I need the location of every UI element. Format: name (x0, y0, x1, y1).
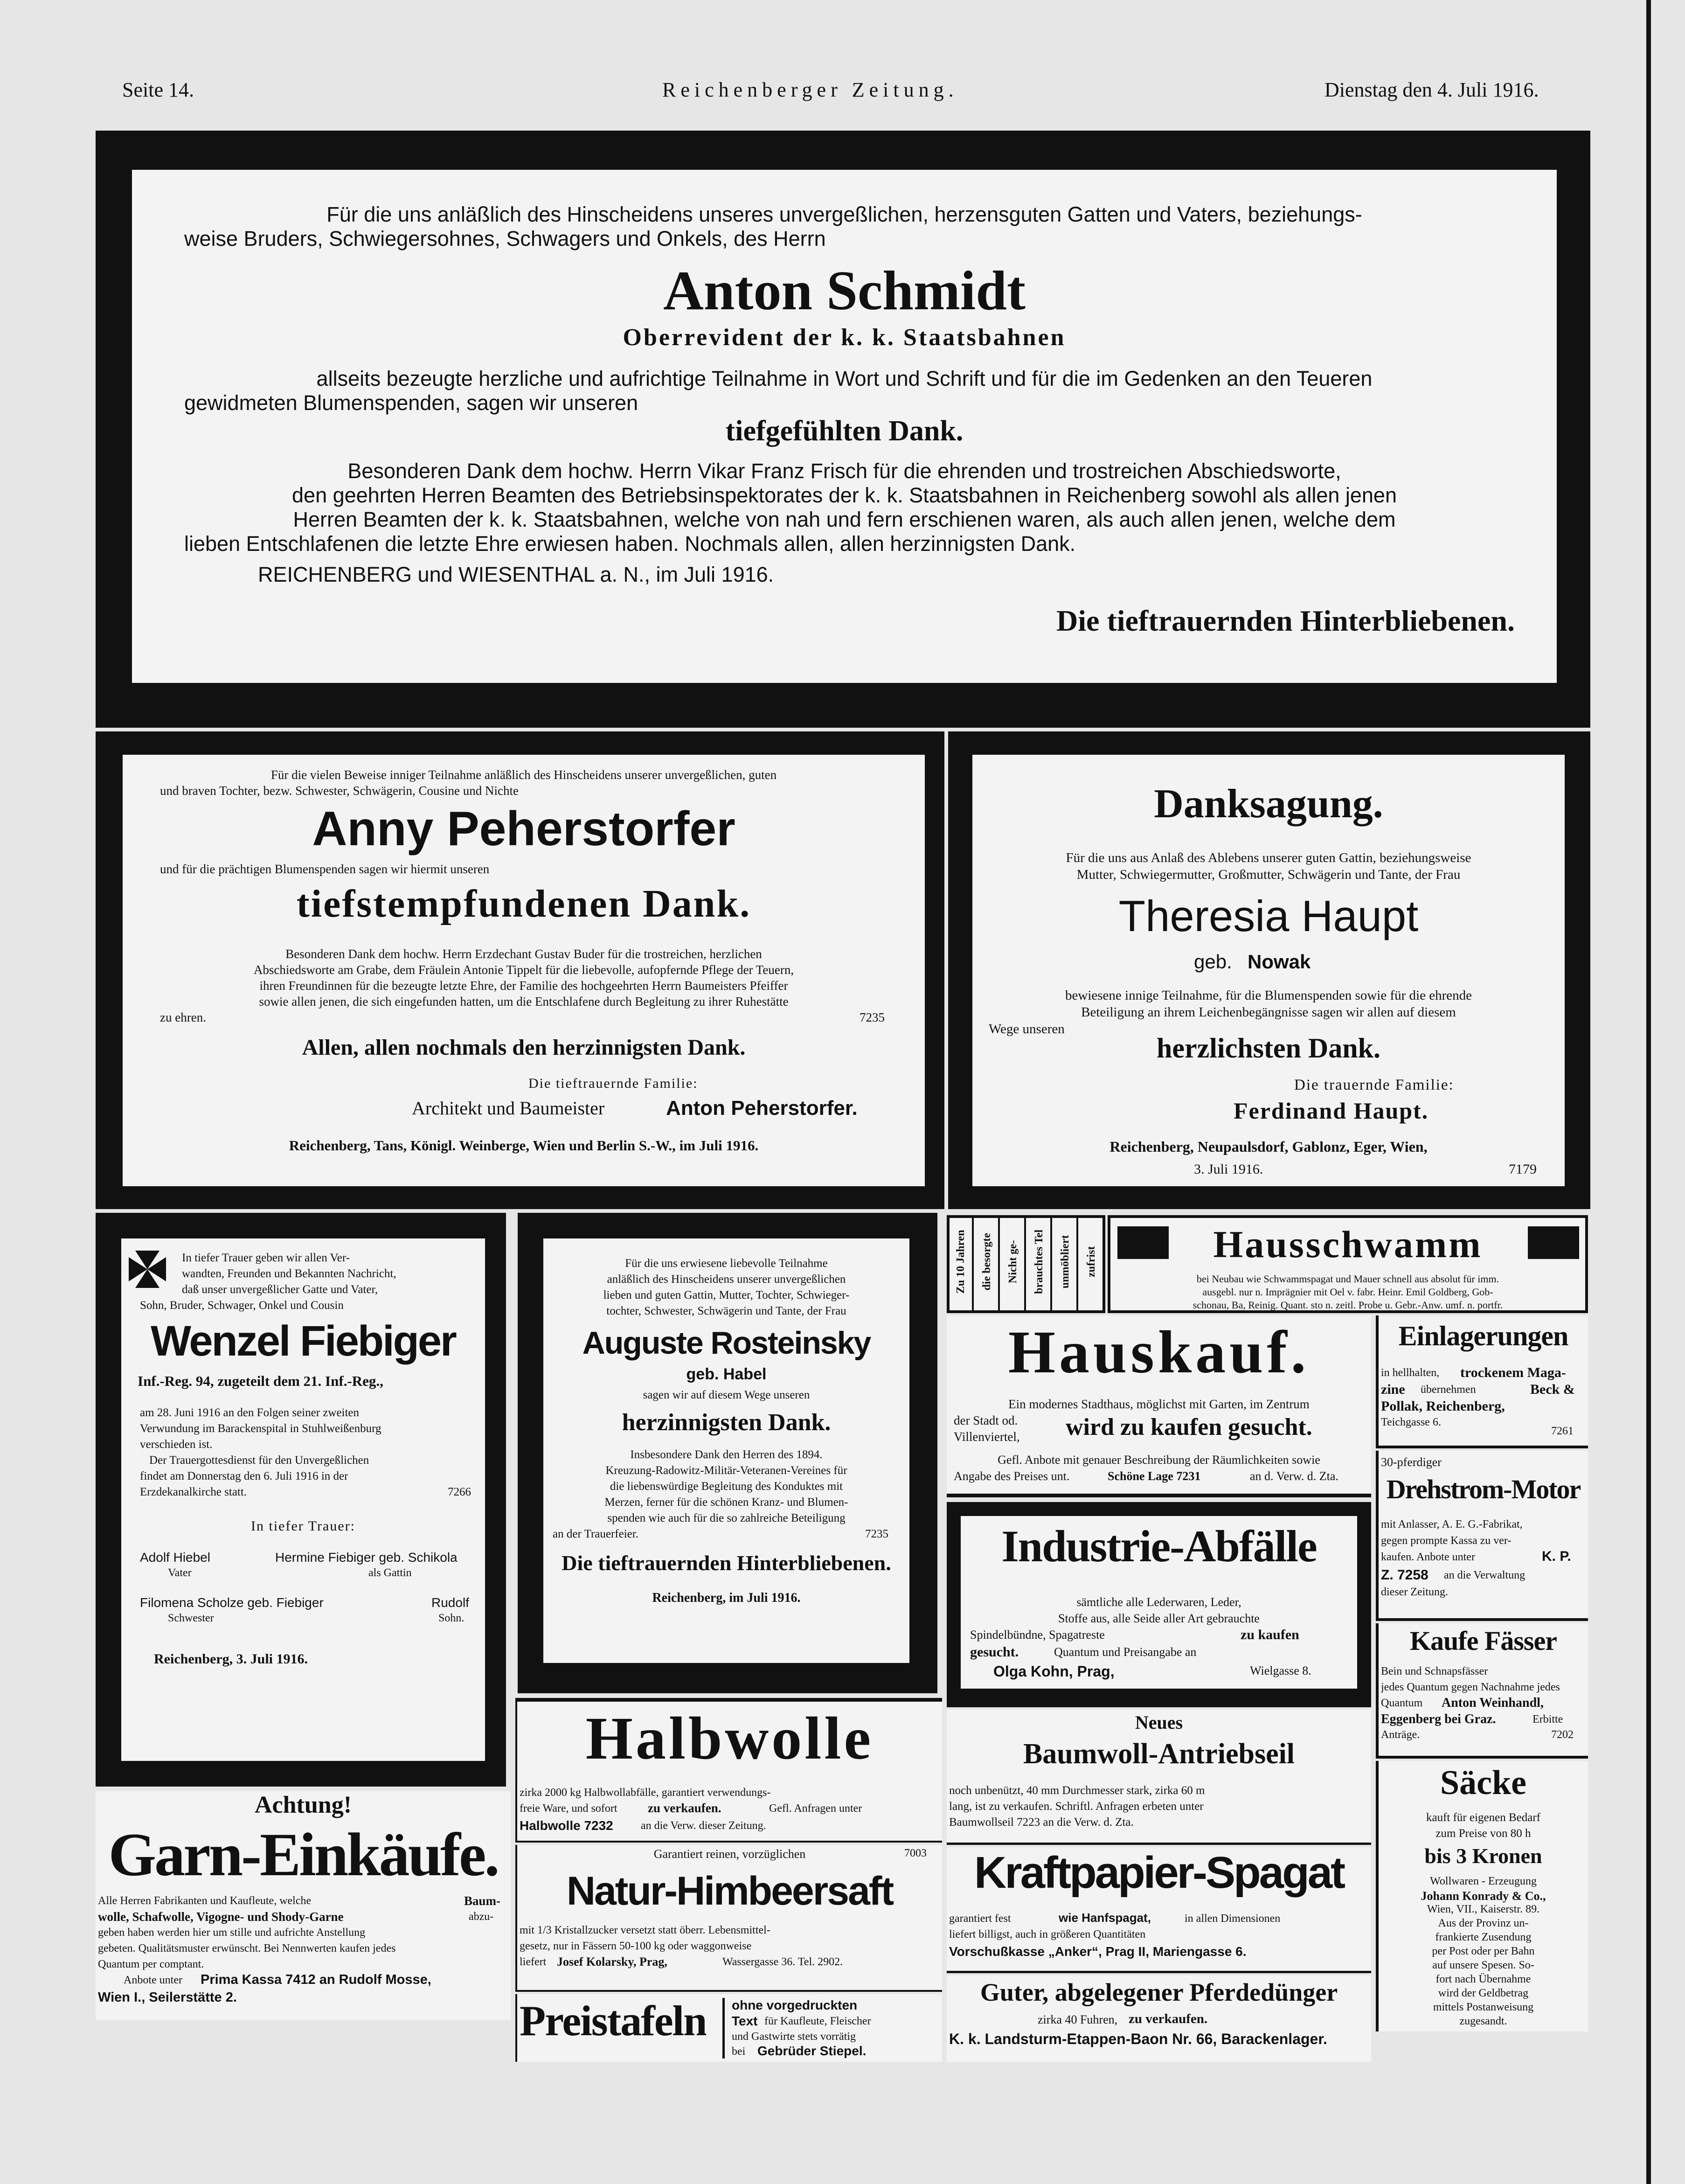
fiebiger-mourning-label: In tiefer Trauer: (251, 1518, 355, 1534)
fiebiger-deceased-name: Wenzel Fiebiger (151, 1317, 456, 1365)
halbwolle-heading: Halbwolle (585, 1705, 874, 1772)
halbwolle-line3: an die Verw. dieser Zeitung. (641, 1820, 766, 1832)
strip-ad-3: Nicht ge- (1002, 1218, 1026, 1310)
hauskauf-code: Schöne Lage 7231 (1108, 1469, 1201, 1483)
hauskauf-wanted: wird zu kaufen gesucht. (1066, 1414, 1312, 1440)
haupt-thanks: herzlichsten Dank. (1157, 1033, 1380, 1064)
preistafeln-line3: und Gastwirte stets vorrätig (732, 2031, 856, 2043)
schmidt-para-line2: den geehrten Herren Beamten des Betriebsinspektorates der k. k. Staatsbahnen in Reichenberg sowohl als allen jenen (292, 483, 1397, 507)
fiebiger-mourner2-role: als Gattin (368, 1567, 412, 1579)
drehstrom-code1: K. P. (1542, 1549, 1571, 1564)
haupt-body-line2: Beteiligung an ihrem Leichenbegängnisse sagen wir allen auf diesem (1081, 1005, 1456, 1020)
hausschwamm-line3: schonau, Ba, Reinig. Quant. sto n. zeitl. Probe u. Gebr.-Anw. umf. n. portfr. (1193, 1299, 1503, 1311)
peherstorfer-signature-name: Anton Peherstorfer. (666, 1097, 858, 1120)
kraftpapier-line1-end: in allen Dimensionen (1185, 1913, 1281, 1925)
hausschwamm-heading: Hausschwamm (1213, 1223, 1483, 1266)
fiebiger-notice-frame (96, 1213, 506, 1787)
garn-einkaeufe-ad (96, 1791, 511, 2020)
schmidt-notice-panel (132, 170, 1557, 683)
preistafeln-line1: ohne vorgedruckten (732, 1998, 858, 2012)
haupt-nee-name: Nowak (1248, 951, 1311, 973)
kraftpapier-line1: garantiert fest (949, 1913, 1011, 1925)
faesser-line5: Anträge. (1381, 1729, 1420, 1741)
peherstorfer-ad-number: 7235 (860, 1010, 885, 1024)
antriebseil-heading: Baumwoll-Antriebseil (1023, 1738, 1295, 1770)
hauskauf-ad (947, 1315, 1371, 1497)
einlagerungen-line1: in hellhalten, (1381, 1367, 1440, 1379)
hausschwamm-ad (1108, 1215, 1588, 1313)
peherstorfer-thanks: tiefstempfundenen Dank. (296, 882, 751, 925)
peherstorfer-body-line4: sowie allen jenen, die sich eingefunden hatten, um die Entschlafene durch Begleitung zu ihrer Ruhestätte (259, 995, 789, 1009)
halbwolle-line2: freie Ware, und sofort (520, 1802, 617, 1815)
fiebiger-mourner3-name: Filomena Scholze geb. Fiebiger (140, 1595, 324, 1610)
rosteinsky-notice-frame (518, 1213, 937, 1693)
peherstorfer-intro-line3: und für die prächtigen Blumenspenden sagen wir hiermit unseren (160, 862, 490, 876)
rosteinsky-body-line1: Insbesondere Dank den Herren des 1894. (630, 1448, 823, 1461)
drehstrom-line5: dieser Zeitung. (1381, 1586, 1448, 1598)
industrie-heading: Industrie-Abfälle (1001, 1521, 1317, 1571)
schmidt-para-line1: Besonderen Dank dem hochw. Herrn Vikar Franz Frisch für die ehrenden und trostreichen Abschiedsworte, (347, 459, 1341, 483)
schmidt-signature: Die tieftrauernden Hinterbliebenen. (1056, 604, 1515, 637)
hausschwamm-line2: ausgebl. nur n. Imprägnier mit Oel v. fabr. Heinr. Emil Goldberg, Gob- (1202, 1286, 1493, 1298)
haupt-notice-panel (972, 755, 1565, 1186)
strip-ad-4: brauchtes Tel (1028, 1218, 1052, 1310)
einlagerungen-company1: Beck & (1530, 1382, 1575, 1397)
halbwolle-line1: zirka 2000 kg Halbwollabfälle, garantiert verwendungs- (520, 1787, 771, 1799)
einlagerungen-heading: Einlagerungen (1398, 1321, 1568, 1351)
rosteinsky-body-line5: spenden wie auch für die so zahlreiche Beteiligung (607, 1512, 846, 1524)
drehstrom-code2: Z. 7258 (1381, 1567, 1428, 1583)
himbeer-line2: gesetz, nur in Fässern 50-100 kg oder waggonweise (520, 1940, 752, 1952)
haupt-ad-number: 7179 (1509, 1162, 1537, 1177)
faesser-line1: Bein und Schnapsfässer (1381, 1665, 1488, 1677)
faesser-ad (1376, 1623, 1588, 1759)
peherstorfer-place-date: Reichenberg, Tans, Königl. Weinberge, Wien und Berlin S.-W., im Juli 1916. (289, 1137, 759, 1154)
halbwolle-line2-bold: zu verkaufen. (648, 1801, 721, 1815)
peherstorfer-signature-title: Architekt und Baumeister (412, 1098, 605, 1119)
haupt-body-line1: bewiesene innige Teilnahme, für die Blumenspenden sowie für die ehrende (1065, 988, 1472, 1003)
peherstorfer-deceased-name: Anny Peherstorfer (312, 802, 735, 856)
einlagerungen-ad-number: 7261 (1551, 1425, 1574, 1437)
himbeer-address: Wassergasse 36. Tel. 2902. (722, 1956, 843, 1968)
himbeer-heading: Natur-Himbeersaft (566, 1869, 893, 1913)
himbeer-ad-number: 7003 (904, 1847, 927, 1859)
einlagerungen-line2: übernehmen (1421, 1384, 1476, 1396)
schmidt-notice-frame (96, 131, 1590, 728)
rosteinsky-body-line4: Merzen, ferner für die schönen Kranz- und Blumen- (604, 1496, 848, 1509)
hauskauf-line6: an d. Verw. d. Zta. (1250, 1469, 1338, 1483)
industrie-line3: Spindelbündne, Spagatreste (970, 1628, 1105, 1641)
saecke-heading: Säcke (1440, 1764, 1526, 1802)
rosteinsky-notice-panel (543, 1238, 909, 1663)
industrie-line2: Stoffe aus, alle Seide aller Art gebrauchte (1058, 1612, 1260, 1625)
hauskauf-line4: Gefl. Anbote mit genauer Beschreibung der Räumlichkeiten sowie (998, 1453, 1320, 1467)
antriebseil-line1: noch unbenützt, 40 mm Durchmesser stark, zirka 60 m (949, 1784, 1205, 1797)
kraftpapier-contact: Vorschußkasse „Anker“, Prag II, Mariengasse 6. (949, 1944, 1247, 1959)
industrie-abfaelle-frame (947, 1502, 1371, 1707)
schmidt-body-line1: allseits bezeugte herzliche und aufrichtige Teilnahme in Wort und Schrift und für die im Gedenken an den Teueren (316, 367, 1373, 390)
garn-heading: Garn-Einkäufe. (108, 1820, 498, 1889)
preistafeln-line2: für Kaufleute, Fleischer (764, 2015, 871, 2027)
drehstrom-line4: an die Verwaltung (1444, 1569, 1526, 1581)
rosteinsky-thanks: herzinnigsten Dank. (622, 1409, 831, 1436)
pferde-heading: Guter, abgelegener Pferdedünger (980, 1978, 1338, 2006)
einlagerungen-line1-bold: trockenem Maga- (1460, 1365, 1566, 1380)
halbwolle-code: Halbwolle 7232 (520, 1818, 613, 1833)
rosteinsky-intro-line1: Für die uns erwiesene liebevolle Teilnahme (625, 1257, 828, 1270)
faesser-line2: jedes Quantum gegen Nachnahme jedes (1381, 1681, 1560, 1693)
saecke-price: bis 3 Kronen (1424, 1844, 1542, 1868)
saecke-body-line11: zugesandt. (1459, 2015, 1507, 2027)
saecke-body-line9: wird der Geldbetrag (1438, 1987, 1529, 1999)
garn-line6: Anbote unter (124, 1974, 182, 1986)
fiebiger-mourner1-name: Adolf Hiebel (140, 1550, 210, 1565)
faesser-line4: Erbitte (1532, 1713, 1563, 1725)
schmidt-body-line2: gewidmeten Blumenspenden, sagen wir unseren (184, 391, 638, 415)
preistafeln-divider (722, 1998, 725, 2059)
rosteinsky-body-line6: an der Trauerfeier. (553, 1528, 638, 1540)
himbeer-line1: mit 1/3 Kristallzucker versetzt statt öberr. Lebensmittel- (520, 1924, 770, 1936)
rosteinsky-intro-line2: anläßlich des Hinscheidens unserer unvergeßlichen (607, 1273, 846, 1286)
hauskauf-line1: Ein modernes Stadthaus, möglichst mit Garten, im Zentrum (1008, 1397, 1310, 1411)
saecke-line2: zum Preise von 80 h (1435, 1827, 1531, 1840)
fiebiger-regiment: Inf.-Reg. 94, zugeteilt dem 21. Inf.-Reg., (138, 1373, 383, 1389)
schmidt-deceased-name: Anton Schmidt (663, 259, 1026, 321)
himbeer-pre: Garantiert reinen, vorzüglichen (653, 1847, 806, 1861)
hauskauf-heading: Hauskauf. (1008, 1319, 1310, 1386)
peherstorfer-family-label: Die tieftrauernde Familie: (528, 1076, 698, 1091)
saecke-line1: kauft für eigenen Bedarf (1426, 1811, 1541, 1824)
preistafeln-company: Gebrüder Stiepel. (757, 2044, 867, 2058)
antriebseil-pre: Neues (1135, 1712, 1183, 1733)
kraftpapier-heading: Kraftpapier-Spagat (974, 1848, 1344, 1898)
drehstrom-pre: 30-pferdiger (1381, 1455, 1442, 1469)
antriebseil-line3: Baumwollseil 7223 an die Verw. d. Zta. (949, 1816, 1134, 1829)
fiebiger-body-line5: findet am Donnerstag den 6. Juli 1916 in der (140, 1470, 348, 1482)
industrie-contact: Olga Kohn, Prag, (993, 1663, 1115, 1680)
himbeersaft-ad (515, 1845, 942, 1992)
fiebiger-mourner4-role: Sohn. (438, 1612, 465, 1624)
kraftpapier-ad (947, 1847, 1371, 1973)
fiebiger-intro-line1: In tiefer Trauer geben wir allen Ver- (182, 1252, 350, 1264)
saecke-body-line6: per Post oder per Bahn (1432, 1945, 1535, 1957)
faesser-company: Anton Weinhandl, (1442, 1696, 1544, 1710)
preistafeln-line2-bold: Text (732, 2014, 758, 2028)
industrie-line1: sämtliche alle Lederwaren, Leder, (1076, 1595, 1241, 1609)
garn-line3: geben haben werden hier um stille und aufrichte Anstellung (98, 1927, 366, 1939)
rosteinsky-nee: geb. Habel (686, 1365, 767, 1383)
peherstorfer-body-line1: Besonderen Dank dem hochw. Herrn Erzdechant Gustav Buder für die trostreichen, herzlichen (285, 947, 762, 961)
halbwolle-ad (515, 1698, 942, 1843)
rosteinsky-place-date: Reichenberg, im Juli 1916. (652, 1591, 801, 1605)
fiebiger-mourner2-name: Hermine Fiebiger geb. Schikola (275, 1550, 458, 1565)
saecke-body-line3: Wien, VII., Kaiserstr. 89. (1427, 1903, 1540, 1915)
garn-line1: Alle Herren Fabrikanten und Kaufleute, welche (98, 1895, 312, 1907)
antriebseil-ad (947, 1710, 1371, 1845)
antriebseil-line2: lang, ist zu verkaufen. Schriftl. Anfragen erbeten unter (949, 1800, 1204, 1813)
saecke-ad (1376, 1761, 1588, 2031)
haupt-nee-label: geb. (1194, 951, 1232, 973)
haupt-family-label: Die trauernde Familie: (1294, 1077, 1454, 1093)
peherstorfer-body-line3: ihren Freundinnen für die bezeugte letzte Ehre, der Familie des hochgeehrten Herrn Baumeisters Pfeiffer (259, 979, 788, 993)
fiebiger-notice-panel (121, 1238, 485, 1761)
faesser-line3: Quantum (1381, 1697, 1423, 1709)
saecke-body-line1: Wollwaren - Erzeugung (1430, 1875, 1537, 1887)
fiebiger-ad-number: 7266 (448, 1486, 471, 1498)
strip-ad-2: die besorgte (976, 1218, 1000, 1310)
hauskauf-line5: Angabe des Preises unt. (954, 1469, 1070, 1483)
garn-line5: Quantum per comptant. (98, 1958, 204, 1970)
pferde-line1-bold: zu verkaufen. (1129, 2011, 1208, 2026)
haupt-place: Reichenberg, Neupaulsdorf, Gablonz, Eger, Wien, (1109, 1138, 1428, 1155)
hauskauf-line3: Villenviertel, (954, 1430, 1020, 1444)
industrie-address: Wielgasse 8. (1250, 1664, 1311, 1677)
haupt-signature: Ferdinand Haupt. (1234, 1098, 1429, 1124)
fiebiger-intro-line3: daß unser unvergeßlicher Gatte und Vater, (182, 1283, 378, 1296)
peherstorfer-notice-panel (123, 755, 925, 1186)
peherstorfer-notice-frame (96, 731, 944, 1209)
schmidt-deceased-title: Oberrevident der k. k. Staatsbahnen (623, 324, 1066, 351)
garn-line2-bold: wolle, Schafwolle, Vigogne- und Shody-Garne (98, 1910, 344, 1924)
drehstrom-ad (1376, 1451, 1588, 1621)
saecke-body-line7: auf unsere Spesen. So- (1432, 1959, 1534, 1971)
drehstrom-line2: gegen prompte Kassa zu ver- (1381, 1535, 1512, 1547)
faesser-location: Eggenberg bei Graz. (1381, 1712, 1496, 1726)
himbeer-line3: liefert (520, 1956, 547, 1968)
fiebiger-body-line6: Erzdekanalkirche statt. (140, 1486, 247, 1498)
einlagerungen-company2: Pollak, Reichenberg, (1381, 1398, 1505, 1414)
newspaper-title: Reichenberger Zeitung. (662, 78, 958, 101)
saecke-body-line2: Johann Konrady & Co., (1421, 1889, 1546, 1903)
fiebiger-body-line4: Der Trauergottesdienst für den Unvergeßlichen (149, 1454, 369, 1467)
preistafeln-line4: bei (732, 2045, 746, 2058)
schmidt-thanks: tiefgefühlten Dank. (725, 415, 964, 447)
saecke-body-line8: fort nach Übernahme (1435, 1973, 1531, 1985)
garn-contact: Prima Kassa 7412 an Rudolf Mosse, (201, 1972, 431, 1987)
schmidt-para-line3: Herren Beamten der k. k. Staatsbahnen, welche von nah und fern erschienen waren, als auch allen jenen, welche dem (293, 508, 1396, 531)
strip-ad-1: Zu 10 Jahren (950, 1218, 974, 1310)
saecke-body-line10: mittels Postanweisung (1433, 2001, 1534, 2013)
garn-line2: abzu- (469, 1911, 494, 1923)
saecke-body-line4: Aus der Provinz un- (1438, 1917, 1529, 1929)
hausschwamm-line1: bei Neubau wie Schwammspagat und Mauer schnell aus absolut für imm. (1196, 1273, 1499, 1285)
schmidt-intro-line1: Für die uns anläßlich des Hinscheidens unseres unvergeßlichen, herzensguten Gatten und Vaters, beziehungs- (326, 202, 1362, 226)
fiebiger-mourner3-role: Schwester (168, 1612, 214, 1624)
schmidt-intro-line2: weise Bruders, Schwiegersohnes, Schwagers und Onkels, des Herrn (184, 227, 826, 250)
haupt-heading: Danksagung. (1154, 781, 1383, 827)
industrie-abfaelle-panel (961, 1516, 1357, 1689)
fiebiger-body-line1: am 28. Juni 1916 an den Folgen seiner zweiten (140, 1406, 360, 1419)
faesser-heading: Kaufe Fässer (1410, 1626, 1557, 1656)
rosteinsky-deceased-name: Auguste Rosteinsky (582, 1325, 871, 1361)
rosteinsky-body-line3: die liebenswürdige Begleitung des Konduktes mit (610, 1480, 843, 1493)
fiebiger-body-line3: verschieden ist. (140, 1438, 213, 1451)
iron-cross-icon (126, 1248, 169, 1291)
issue-date: Dienstag den 4. Juli 1916. (1324, 78, 1539, 101)
saecke-body-line5: frankierte Zusendung (1435, 1931, 1532, 1943)
fiebiger-intro-line4: Sohn, Bruder, Schwager, Onkel und Cousin (140, 1299, 344, 1312)
schmidt-para-line4: lieben Entschlafenen die letzte Ehre erwiesen haben. Nochmals allen, allen herzinnigsten Dank. (184, 532, 1076, 556)
peherstorfer-intro-line1: Für die vielen Beweise inniger Teilnahme anläßlich des Hinscheidens unserer unvergeßlichen, guten (270, 768, 777, 782)
strip-ad-6: zufrist (1085, 1246, 1098, 1278)
peherstorfer-body-line2: Abschiedsworte am Grabe, dem Fräulein Antonie Tippelt für die liebevolle, aufopfernde Pflege der Teuern, (253, 963, 794, 977)
industrie-line4: Quantum und Preisangabe an (1054, 1645, 1197, 1659)
einlagerungen-ad (1376, 1315, 1588, 1448)
strip-ad-5: unmöbliert (1054, 1218, 1078, 1310)
rosteinsky-intro-line3: lieben und guten Gattin, Mutter, Tochter, Schwieger- (603, 1289, 850, 1301)
haupt-notice-frame (948, 731, 1590, 1209)
peherstorfer-intro-line2: und braven Tochter, bezw. Schwester, Schwägerin, Cousine und Nichte (160, 784, 519, 798)
peherstorfer-again-thanks: Allen, allen nochmals den herzinnigsten Dank. (302, 1035, 746, 1060)
preistafeln-heading: Preistafeln (520, 1997, 707, 2045)
garn-address: Wien I., Seilerstätte 2. (98, 1990, 237, 2005)
fiebiger-mourner4-name: Rudolf (431, 1595, 469, 1610)
fiebiger-mourner1-role: Vater (168, 1567, 192, 1579)
haupt-date: 3. Juli 1916. (1194, 1162, 1263, 1177)
kraftpapier-line1-bold: wie Hanfspagat, (1059, 1911, 1151, 1925)
pferde-contact: K. k. Landsturm-Etappen-Baon Nr. 66, Barackenlager. (949, 2031, 1327, 2047)
haupt-intro-line2: Mutter, Schwiegermutter, Großmutter, Schwägerin und Tante, der Frau (1076, 867, 1461, 882)
pferde-line1: zirka 40 Fuhren, (1038, 2013, 1118, 2026)
garn-line1-bold: Baum- (464, 1894, 501, 1908)
rosteinsky-intro-line5: sagen wir auf diesem Wege unseren (643, 1389, 810, 1401)
peherstorfer-body-line5: zu ehren. (160, 1010, 206, 1024)
pferdeduenger-ad (947, 1975, 1371, 2062)
haupt-deceased-name: Theresia Haupt (1118, 891, 1419, 940)
garn-line4: gebeten. Qualitätsmuster erwünscht. Bei Nennwerten kaufen jedes (98, 1942, 396, 1954)
industrie-line3-bold: zu kaufen (1241, 1627, 1299, 1642)
drehstrom-line3: kaufen. Anbote unter (1381, 1551, 1475, 1563)
fiebiger-body-line2: Verwundung im Barackenspital in Stuhlweißenburg (140, 1422, 381, 1435)
fiebiger-place-date: Reichenberg, 3. Juli 1916. (154, 1651, 308, 1667)
schmidt-place-date: REICHENBERG und WIESENTHAL a. N., im Juli 1916. (258, 563, 774, 586)
rosteinsky-intro-line4: tochter, Schwester, Schwägerin und Tante, der Frau (606, 1305, 846, 1317)
page-number: Seite 14. (122, 78, 194, 101)
haupt-body-line3: Wege unseren (989, 1022, 1065, 1036)
faesser-ad-number: 7202 (1551, 1729, 1574, 1741)
rosteinsky-body-line2: Kreuzung-Radowitz-Militär-Veteranen-Vereines für (605, 1464, 847, 1477)
preistafeln-ad (515, 1994, 942, 2062)
garn-pre: Achtung! (254, 1792, 352, 1818)
einlagerungen-address: Teichgasse 6. (1381, 1416, 1441, 1428)
einlagerungen-line2-pre: zine (1381, 1382, 1405, 1397)
drehstrom-line1: mit Anlasser, A. E. G.-Fabrikat, (1381, 1518, 1523, 1530)
hauskauf-line2: der Stadt od. (954, 1413, 1018, 1427)
right-edge-line (1646, 0, 1651, 2184)
haupt-intro-line1: Für die uns aus Anlaß des Ablebens unserer guten Gattin, beziehungsweise (1066, 850, 1471, 865)
industrie-line4-bold: gesucht. (970, 1644, 1019, 1660)
drehstrom-heading: Drehstrom-Motor (1386, 1474, 1581, 1504)
vertical-strip-ads (947, 1215, 1105, 1313)
himbeer-company: Josef Kolarsky, Prag, (557, 1955, 667, 1968)
fiebiger-intro-line2: wandten, Freunden und Bekannten Nachricht, (182, 1267, 396, 1280)
halbwolle-line2-end: Gefl. Anfragen unter (769, 1802, 862, 1815)
kraftpapier-line2: liefert billigst, auch in größeren Quantitäten (949, 1928, 1146, 1941)
rosteinsky-signature: Die tieftrauernden Hinterbliebenen. (562, 1551, 891, 1575)
rosteinsky-ad-number: 7235 (865, 1528, 888, 1540)
